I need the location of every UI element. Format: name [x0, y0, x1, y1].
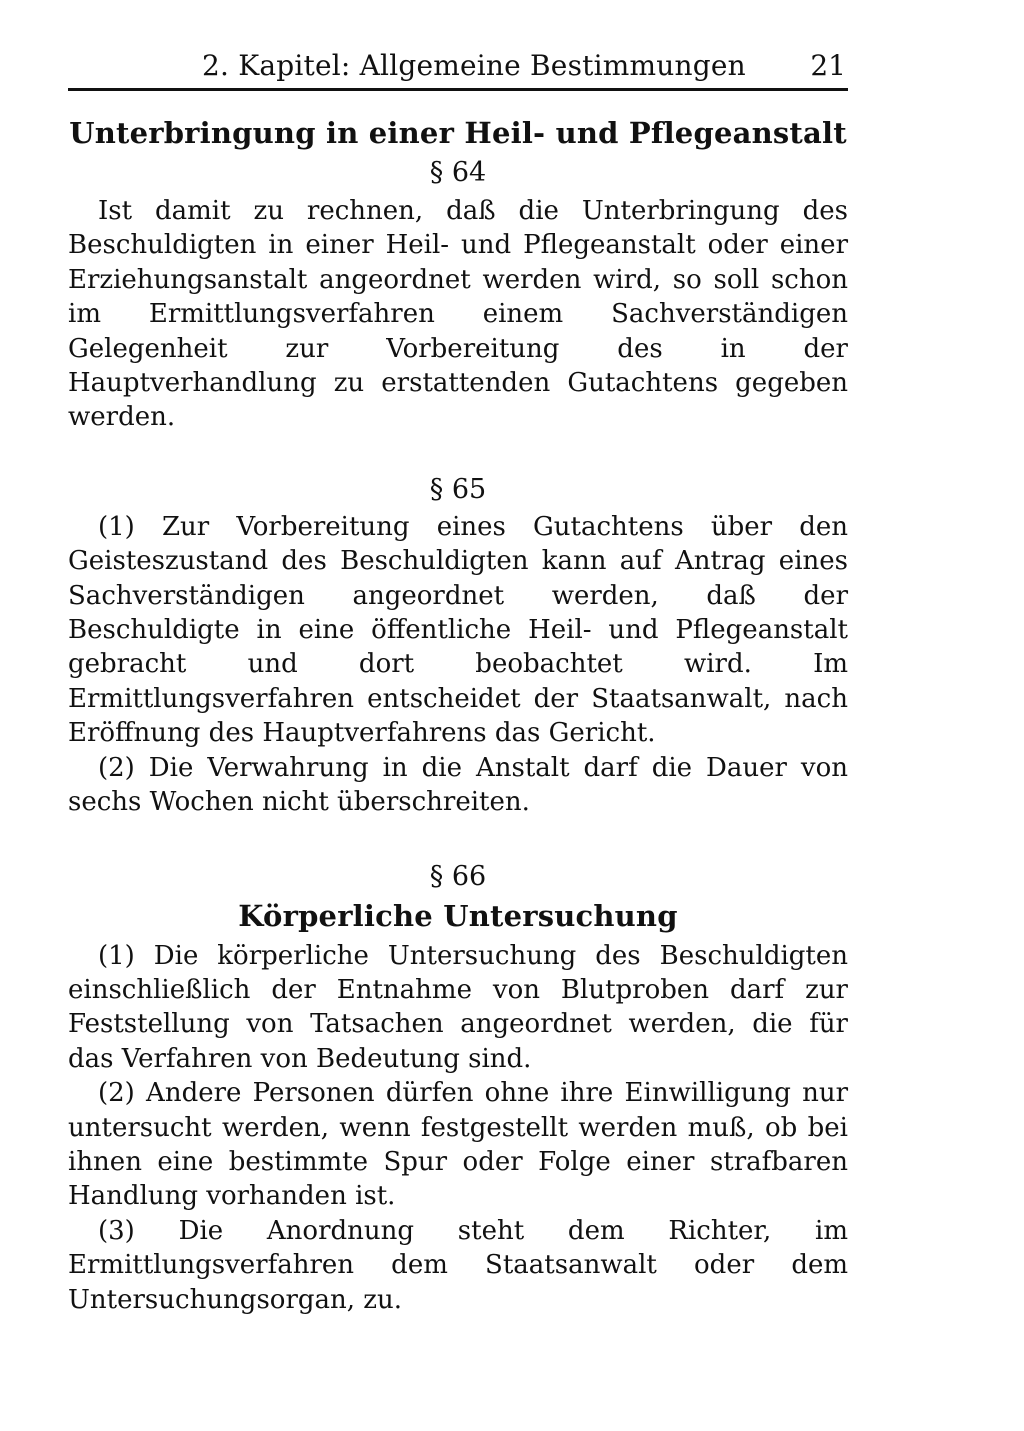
- paragraph-64-text: Ist damit zu rechnen, daß die Unterbringung des Beschuldigten in einer Heil- und Pflegeanstalt oder einer Erziehungsanstalt angeordnet werden wird, so soll schon im Ermittlungsverfahren einem Sachverständigen Gelegenheit zur Vorbereitung des in der Hauptverhandlung zu erstattenden Gutachtens gegeben werden.: [68, 196, 848, 433]
- paragraph-66-2: (2) Andere Personen dürfen ohne ihre Einwilligung nur untersucht werden, wenn festgestellt werden muß, ob bei ihnen eine bestimmte Spur oder Folge einer strafbaren Handlung vorhanden ist.: [68, 1078, 848, 1212]
- paragraph-mark-64: § 64: [429, 157, 487, 188]
- page-number: 21: [810, 49, 846, 82]
- paragraph-mark-65: § 65: [429, 473, 487, 505]
- running-header: [68, 48, 848, 91]
- paragraph-65-2: (2) Die Verwahrung in die Anstalt darf die Dauer von sechs Wochen nicht überschreiten.: [68, 752, 848, 818]
- paragraph-mark-66: § 66: [429, 860, 487, 892]
- section-heading-unterbringung: Unterbringung in einer Heil- und Pflegeanstalt: [69, 116, 847, 150]
- spacer: [68, 435, 848, 472]
- paragraph-65-1: (1) Zur Vorbereitung eines Gutachtens über den Geisteszustand des Beschuldigten kann auf Antrag eines Sachverständigen angeordnet werden, daß der Beschuldigte in eine öffentliche Heil- und Pflegeanstalt gebracht und dort beobachtet wird. Im Ermittlungsverfahren entscheidet der Staatsanwalt, nach Eröffnung des Hauptverfahrens das Gericht.: [68, 511, 848, 749]
- section-heading-koerperliche-untersuchung: Körperliche Untersuchung: [238, 898, 678, 933]
- paragraph-66-3: (3) Die Anordnung steht dem Richter, im Ermittlungsverfahren dem Staatsanwalt oder dem Untersuchungsorgan, zu.: [68, 1215, 848, 1315]
- paragraph-66-1: (1) Die körperliche Untersuchung des Beschuldigten einschließlich der Entnahme von Blutproben darf zur Feststellung von Tatsachen angeordnet werden, die für das Verfahren von Bedeutung sind.: [68, 940, 848, 1074]
- running-title: 2. Kapitel: Allgemeine Bestimmungen: [202, 49, 746, 82]
- spacer: [68, 820, 848, 859]
- book-page: [68, 48, 848, 1317]
